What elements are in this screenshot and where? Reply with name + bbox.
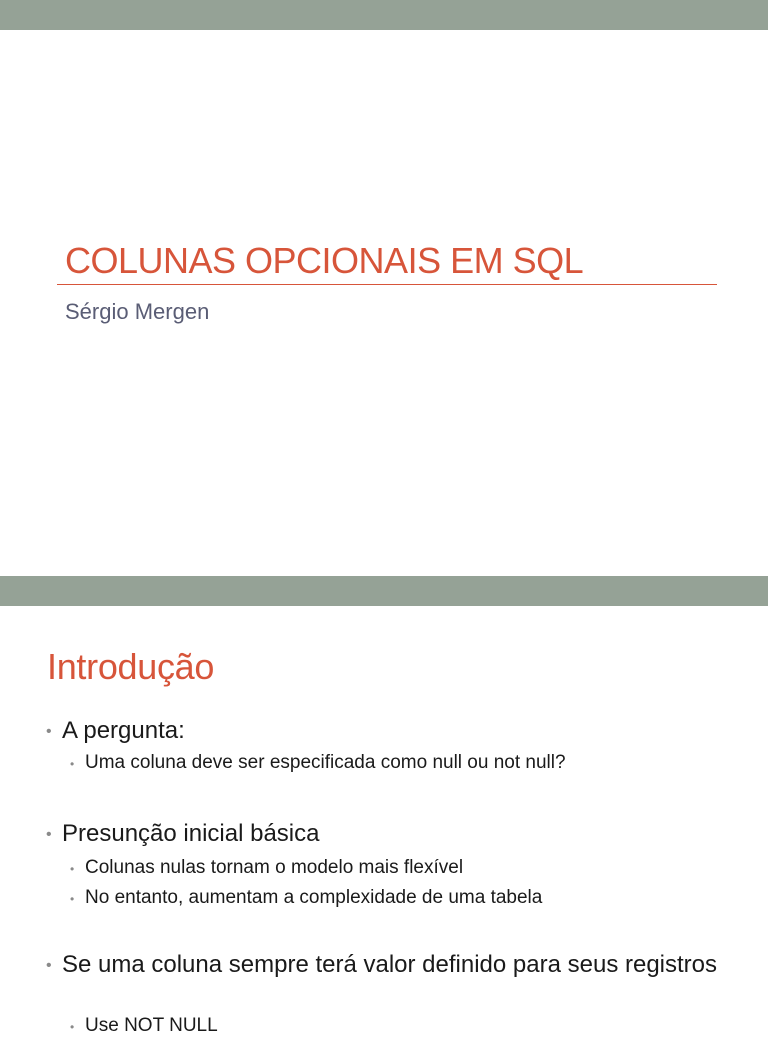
bullet-item xyxy=(46,716,736,746)
sub-bullet-text: Uma coluna deve ser especificada como null ou not null? xyxy=(85,752,566,773)
bullet-icon: • xyxy=(70,757,75,771)
bullet-text: A pergunta: xyxy=(62,717,185,744)
bullet-icon: • xyxy=(70,892,75,906)
sub-bullet-item xyxy=(70,751,730,775)
bullet-text: Se uma coluna sempre terá valor definido para seus registros xyxy=(62,951,718,978)
bullet-text: Presunção inicial básica xyxy=(62,820,320,847)
slide-title: COLUNAS OPCIONAIS EM SQL xyxy=(65,240,584,281)
sub-bullet-item xyxy=(70,1014,730,1038)
slide-subtitle: Sérgio Mergen xyxy=(65,299,210,324)
bullet-item xyxy=(46,819,736,849)
bullet-icon: • xyxy=(70,1020,75,1034)
sub-bullet-text: Colunas nulas tornam o modelo mais flexível xyxy=(85,857,464,878)
bullet-item xyxy=(46,950,736,980)
bullet-icon: • xyxy=(70,862,75,876)
sub-bullet-text: Use NOT NULL xyxy=(85,1015,218,1036)
bullet-icon: • xyxy=(46,723,52,740)
title-divider xyxy=(57,284,717,285)
slide-title: Introdução xyxy=(47,646,215,687)
sub-bullet-item xyxy=(70,856,730,880)
sub-bullet-text: No entanto, aumentam a complexidade de uma tabela xyxy=(85,887,543,908)
slide-header-band xyxy=(0,576,768,606)
slide-header-band xyxy=(0,0,768,30)
content-slide xyxy=(0,576,768,1036)
sub-bullet-item xyxy=(70,886,730,910)
bullet-icon: • xyxy=(46,957,52,974)
bullet-icon: • xyxy=(46,826,52,843)
